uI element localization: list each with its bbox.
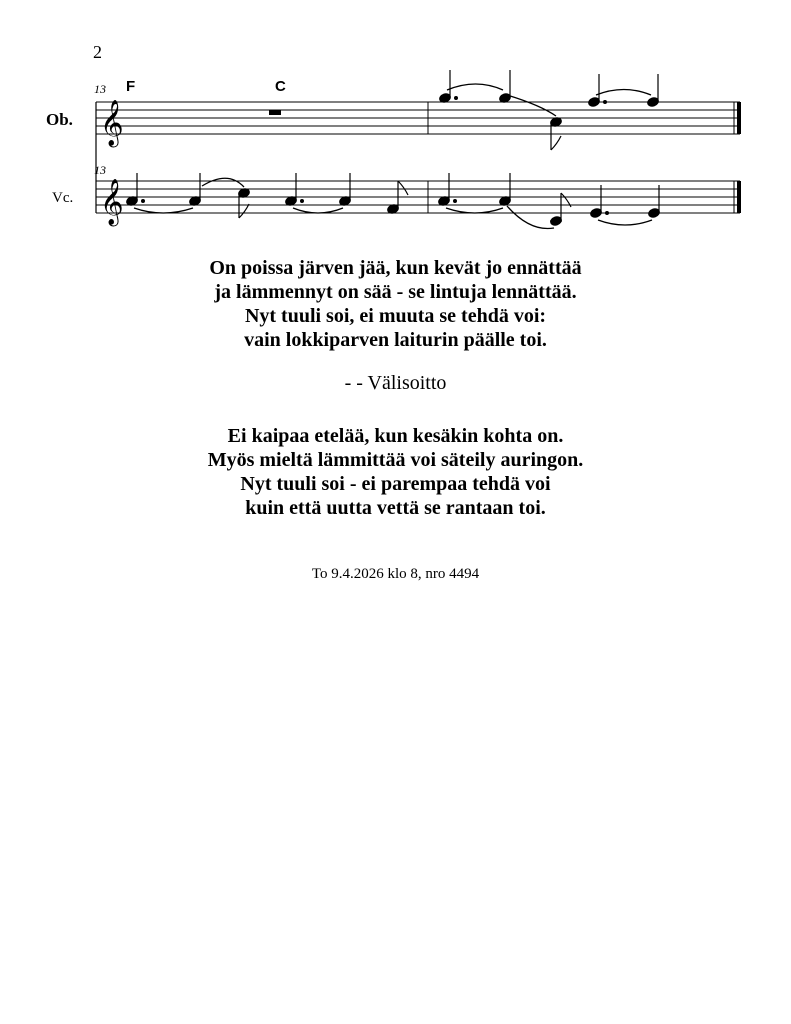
lyric-line: kuin että uutta vettä se rantaan toi. [245, 497, 546, 519]
oboe-staff [96, 102, 740, 134]
treble-clef-icon: 𝄞 [100, 100, 124, 146]
lyrics-stanza-1 [0, 256, 791, 352]
interlude-label: - - Välisoitto [344, 372, 447, 394]
lyric-line: Nyt tuuli soi, ei muuta se tehdä voi: [244, 305, 547, 327]
lyric-line: Nyt tuuli soi - ei parempaa tehdä voi [240, 473, 551, 495]
instrument-label-oboe: Ob. [46, 110, 73, 129]
footer-date: To 9.4.2026 klo 8, nro 4494 [311, 566, 480, 582]
page-number: 2 [93, 42, 102, 62]
lyric-line: ja lämmennyt on sää - se lintuja lennättää. [214, 281, 577, 303]
lyric-line: Ei kaipaa etelää, kun kesäkin kohta on. [227, 425, 564, 447]
instrument-label-cello: Vc. [52, 190, 74, 206]
measure-number-cello: 13 [94, 163, 106, 177]
cello-ties [134, 178, 652, 228]
chord-symbol-c: C [275, 78, 286, 95]
treble-clef-icon: 𝄞 [100, 179, 124, 225]
lyrics-stanza-2 [0, 424, 791, 520]
lyric-line: vain lokkiparven laiturin päälle toi. [244, 329, 547, 351]
oboe-ties [447, 84, 651, 116]
lyric-line: On poissa järven jää, kun kevät jo ennättää [209, 257, 582, 279]
lyric-line: Myös mieltä lämmittää voi säteily auringon. [207, 449, 584, 471]
whole-rest-icon [269, 110, 281, 115]
music-score [0, 0, 791, 240]
measure-number-oboe: 13 [94, 82, 106, 96]
chord-symbol-f: F [126, 78, 136, 95]
